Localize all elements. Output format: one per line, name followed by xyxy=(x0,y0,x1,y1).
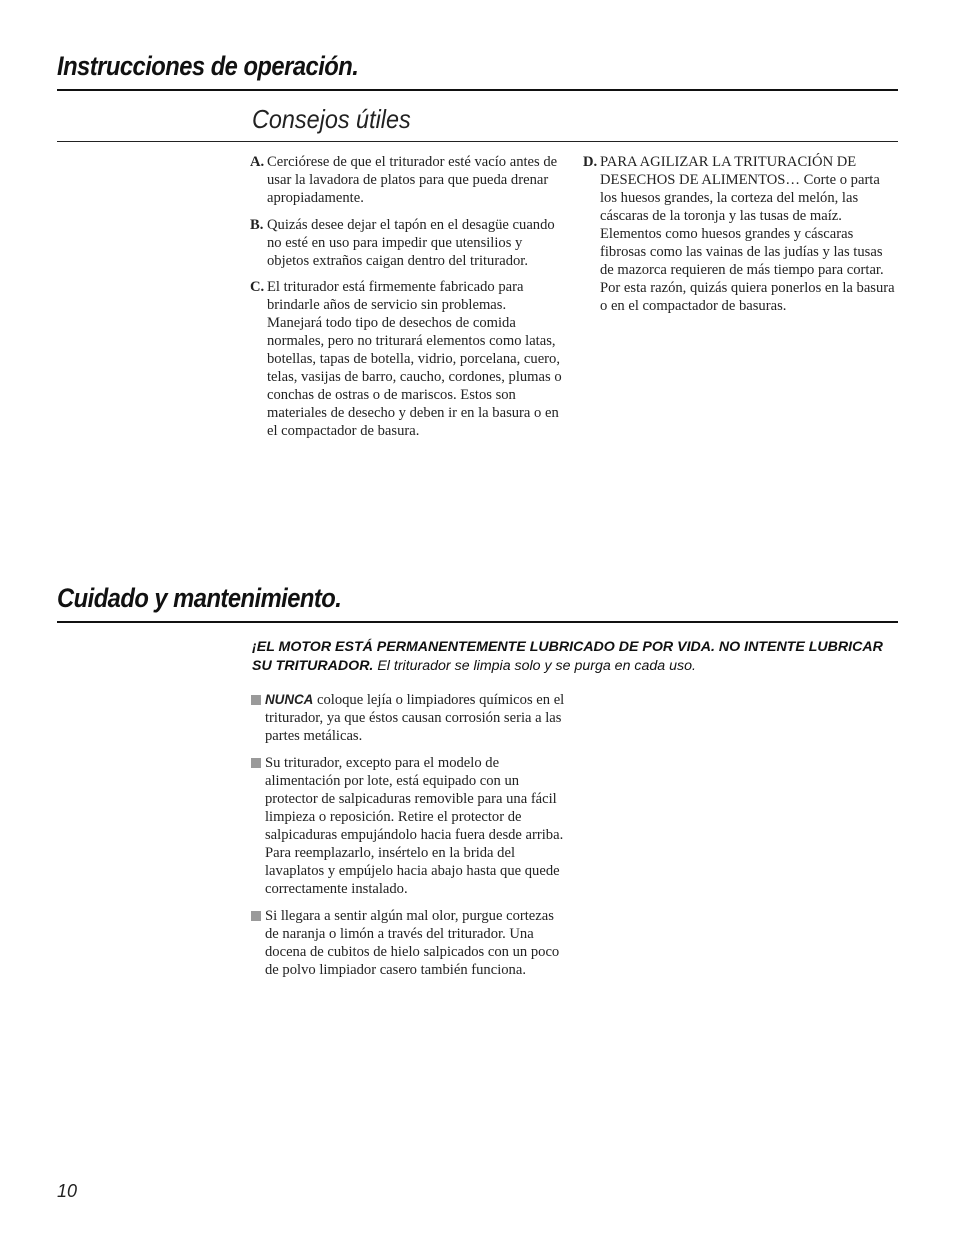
care-bullet xyxy=(251,754,565,898)
tip-item xyxy=(250,278,562,440)
tips-left-column xyxy=(250,153,562,449)
bullet-square-icon xyxy=(251,758,261,768)
section-title-care: Cuidado y mantenimiento. xyxy=(57,583,342,613)
section-rule xyxy=(57,89,898,91)
bullet-emphasis: NUNCA xyxy=(265,692,314,707)
bullet-text: coloque lejía o limpiadores químicos en el triturador, ya que éstos causan corrosión seria a las partes metálicas. xyxy=(265,692,565,744)
tip-text: Cerciórese de que el triturador esté vacío antes de usar la lavadora de platos para que pueda drenar apropiadamente. xyxy=(267,154,558,206)
section-rule xyxy=(57,621,898,623)
lead-warning: ¡EL MOTOR ESTÁ PERMANENTEMENTE LUBRICADO DE POR VIDA. NO INTENTE LUBRICAR SU TRITURADOR. xyxy=(252,639,883,674)
tip-item xyxy=(250,153,562,207)
tip-text: Quizás desee dejar el tapón en el desagüe cuando no esté en uso para impedir que utensilios y objetos extraños caigan dentro del triturador. xyxy=(267,216,555,269)
care-bullet xyxy=(251,691,565,745)
care-lead-paragraph xyxy=(252,638,892,676)
tip-text: El triturador está firmemente fabricado para brindarle años de servicio sin problemas. Manejará todo tipo de desechos de comida normales, pero no triturará elementos como latas, botellas, tapas de botella, vidrio, porcelana, cuero, telas, vasijas de barro, caucho, cordones, plumas o conchas de ostras o de mariscos. Estos son materiales de desecho y deben ir en la basura o en el compactador de basura. xyxy=(267,279,562,439)
subsection-title-tips: Consejos útiles xyxy=(252,104,411,134)
bullet-text: Si llegara a sentir algún mal olor, purgue cortezas de naranja o limón a través del triturador. Una docena de cubitos de hielo salpicados con un poco de polvo limpiador casero también funciona. xyxy=(265,908,560,978)
tip-text: PARA AGILIZAR LA TRITURACIÓN DE DESECHOS DE ALIMENTOS… Corte o parta los huesos grandes, la corteza del melón, las cáscaras de la toronja y las tusas de maíz. Elementos como huesos grandes y cáscaras fibrosas como las vainas de las judías y las tusas de mazorca requieren de más tiempo para cortar. Por esta razón, quizás quiera ponerlos en la basura o en el compactador de basuras. xyxy=(600,154,895,314)
care-bullets xyxy=(251,691,565,988)
section-title-operation: Instrucciones de operación. xyxy=(57,51,359,81)
tip-label: A. xyxy=(250,154,265,170)
subsection-rule xyxy=(57,141,898,142)
care-bullet xyxy=(251,907,565,979)
bullet-square-icon xyxy=(251,911,261,921)
bullet-text: Su triturador, excepto para el modelo de alimentación por lote, está equipado con un protector de salpicaduras removible para una fácil limpieza o reposición. Retire el protector de salpicaduras empujándolo hacia fuera desde arriba. Para reemplazarlo, insértelo en la brida del lavaplatos y empújelo hacia abajo hasta que quede correctamente instalado. xyxy=(265,755,564,897)
tips-right-column xyxy=(583,153,898,324)
bullet-square-icon xyxy=(251,695,261,705)
tip-item xyxy=(583,153,898,315)
page-number: 10 xyxy=(57,1181,78,1201)
tip-item xyxy=(250,216,562,270)
tip-label: C. xyxy=(250,279,265,295)
lead-note: El triturador se limpia solo y se purga en cada uso. xyxy=(373,658,696,674)
tip-label: D. xyxy=(583,154,598,170)
tip-label: B. xyxy=(250,216,264,233)
